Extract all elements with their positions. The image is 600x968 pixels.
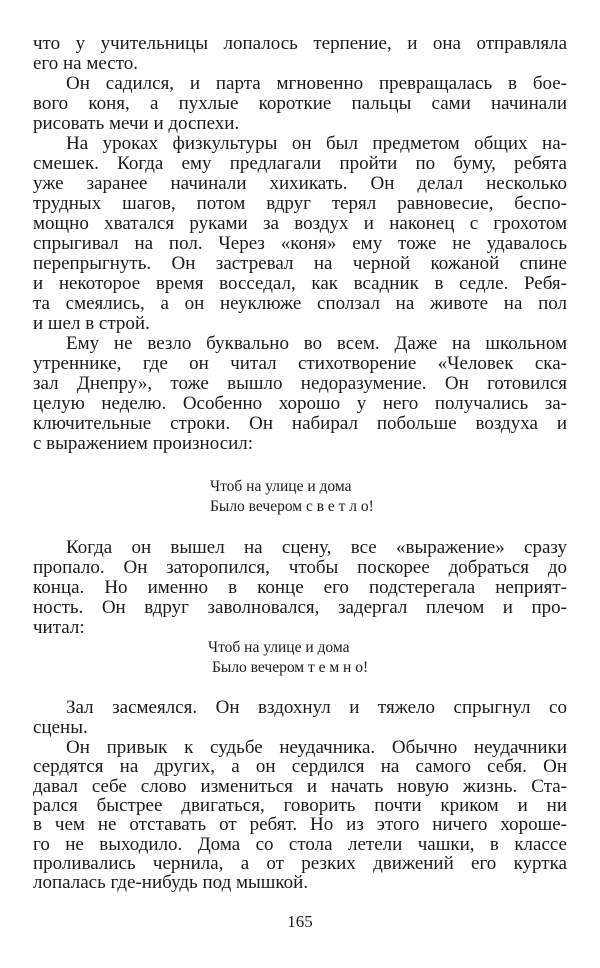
paragraph-line: в чем не отставать от ребят. Но из этого ничего хороше- (33, 815, 567, 836)
poem-line: Чтоб на улице и дома (208, 639, 350, 656)
paragraph-line: давал себе слово измениться и начать новую жизнь. Ста- (33, 776, 567, 797)
paragraph-line: Ему не везло буквально во всем. Даже на школьном (66, 334, 567, 354)
paragraph-line: сцены. (33, 717, 88, 738)
paragraph-line: рисовать мечи и доспехи. (33, 113, 240, 134)
paragraph-line: его на место. (33, 53, 139, 74)
paragraph-line: зал Днепру», тоже вышло недоразумение. Он готовился (33, 374, 567, 394)
paragraph-line: Он садился, и парта мгновенно превращалась в бое- (66, 74, 567, 94)
paragraph-line: Когда он вышел на сцену, все «выражение» сразу (66, 538, 567, 558)
paragraph-line: конца. Но именно в конце его подстерегала неприят- (33, 578, 567, 598)
paragraph-line: целую неделю. Особенно хорошо у него получались за- (33, 394, 567, 414)
poem-line: Чтоб на улице и дома (210, 478, 352, 495)
poem-line: Было вечером с в е т л о! (210, 498, 374, 515)
paragraph-line: вого коня, а пухлые короткие пальцы сами начинали (33, 94, 567, 114)
paragraph-line: и некоторое время восседал, как всадник в седле. Ребя- (33, 274, 567, 294)
paragraph-line: рался быстрее двигаться, говорить почти криком и ни (33, 795, 567, 816)
paragraph-line: ключительные строки. Он набирал побольше воздуха и (33, 414, 567, 434)
paragraph-line: сердятся на других, а он сердился на самого себя. Он (33, 757, 567, 778)
paragraph-line: трудных шагов, потом вдруг терял равновесие, беспо- (33, 194, 567, 214)
poem-line: Было вечером т е м н о! (212, 659, 369, 676)
paragraph-line: та смеялись, а он неуклюже сползал на животе на пол (33, 294, 567, 314)
paragraph-line: мощно хватался руками за воздух и наконец с грохотом (33, 214, 567, 234)
paragraph-line: го не выходило. Дома со стола летели чашки, в классе (33, 834, 567, 855)
paragraph-line: с выражением произносил: (33, 433, 254, 454)
paragraph-line: спрыгивал на пол. Через «коня» ему тоже не удавалось (33, 234, 567, 254)
paragraph-line: перепрыгнуть. Он застревал на черной кожаной спине (33, 254, 567, 274)
paragraph-line: пропало. Он заторопился, чтобы поскорее добраться до (33, 558, 567, 578)
paragraph-line: Он привык к судьбе неудачника. Обычно неудачники (66, 738, 567, 758)
paragraph-line: смешек. Когда ему предлагали пройти по буму, ребята (33, 154, 567, 174)
paragraph-line: На уроках физкультуры он был предметом общих на- (66, 134, 567, 154)
paragraph-line: уже заранее начинали хихикать. Он делал несколько (33, 174, 567, 194)
paragraph-line: проливались чернила, а от резких движений его куртка (33, 853, 567, 874)
paragraph-line: ность. Он вдруг заволновался, задергал плечом и про- (33, 598, 567, 618)
page-number: 165 (287, 912, 313, 931)
paragraph-line: читал: (33, 617, 85, 638)
paragraph-line: утреннике, где он читал стихотворение «Человек ска- (33, 354, 567, 374)
paragraph-line: лопалась где-нибудь под мышкой. (33, 872, 309, 894)
paragraph-line: что у учительницы лопалось терпение, и она отправляла (33, 34, 567, 54)
paragraph-line: и шел в строй. (33, 313, 150, 334)
paragraph-line: Зал засмеялся. Он вздохнул и тяжело спрыгнул со (66, 698, 567, 718)
